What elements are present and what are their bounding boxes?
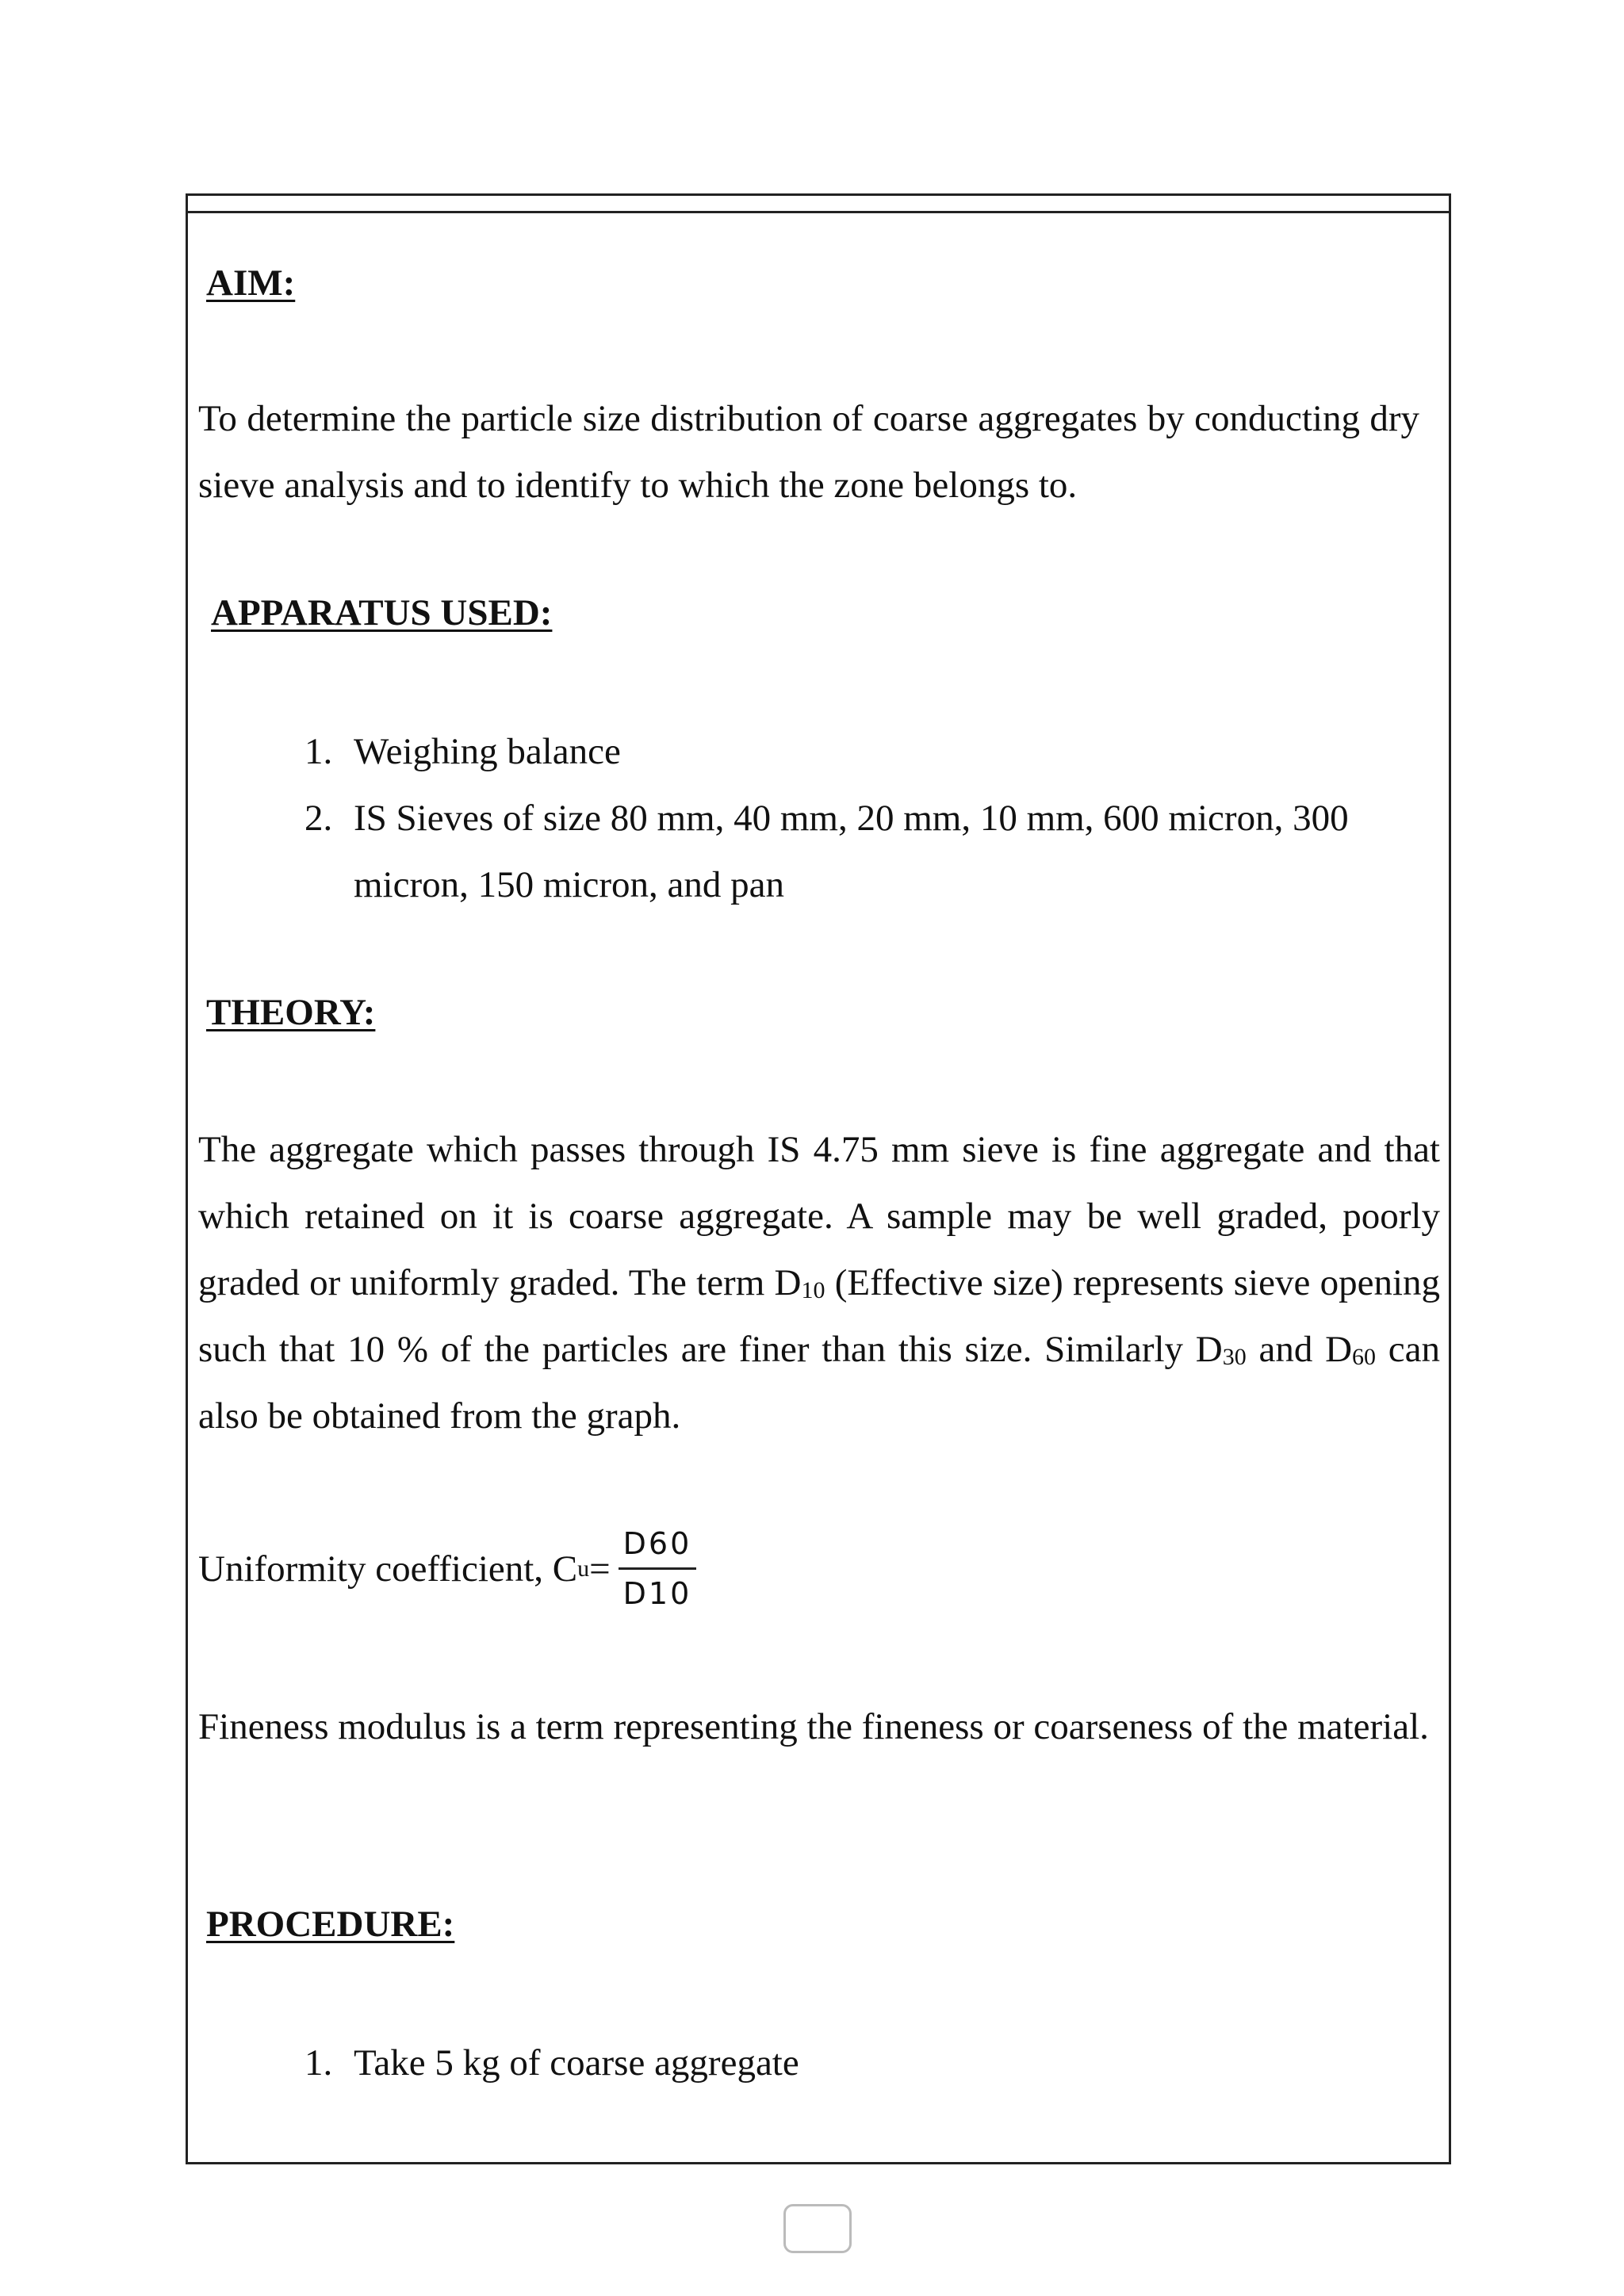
list-item-text: IS Sieves of size 80 mm, 40 mm, 20 mm, 10 mm, 600 micron, 300 micron, 150 micron, and pan bbox=[354, 798, 1349, 905]
list-item-text: Take 5 kg of coarse aggregate bbox=[354, 2042, 799, 2084]
apparatus-list bbox=[304, 718, 1399, 918]
apparatus-heading: APPARATUS USED: bbox=[211, 592, 553, 633]
uniformity-formula: Uniformity coefficient, C u = $\frac{D60}{D10}$ bbox=[198, 1526, 696, 1611]
theory-text-part: can also be obtained from the graph. bbox=[198, 1329, 1440, 1437]
subscript-10: 10 bbox=[801, 1277, 825, 1303]
list-number: 1. bbox=[304, 2042, 333, 2084]
fraction-denominator: D10 bbox=[622, 1576, 692, 1611]
aim-heading: AIM: bbox=[206, 262, 296, 304]
aim-text: To determine the particle size distribution of coarse aggregates by conducting dry sieve analysis and to identify to which the zone belongs to. bbox=[198, 398, 1419, 506]
procedure-heading: PROCEDURE: bbox=[206, 1904, 455, 1945]
formula-label: Uniformity coefficient, C bbox=[198, 1548, 578, 1590]
page-number-box bbox=[783, 2204, 852, 2253]
list-item-text: Weighing balance bbox=[354, 731, 621, 772]
formula-equals: = bbox=[589, 1548, 611, 1590]
procedure-list bbox=[304, 2030, 1399, 2096]
theory-text-part: and D bbox=[1246, 1329, 1353, 1370]
fraction-numerator: D60 bbox=[619, 1526, 697, 1570]
theory-text bbox=[198, 1116, 1440, 1449]
subscript-30: 30 bbox=[1222, 1344, 1247, 1370]
theory-text-part: The aggregate which passes through IS 4.75 mm sieve is fine aggregate and that which retained on it is coarse aggregate. A sample may be well graded, poorly graded or uniformly graded. The term D bbox=[198, 1129, 1440, 1303]
fineness-text: Fineness modulus is a term representing the fineness or coarseness of the material. bbox=[198, 1706, 1429, 1747]
subscript-60: 60 bbox=[1352, 1344, 1377, 1370]
formula-fraction bbox=[619, 1526, 697, 1611]
list-item bbox=[304, 2030, 1399, 2096]
frame-header-line bbox=[186, 211, 1451, 213]
theory-heading: THEORY: bbox=[206, 992, 376, 1033]
list-item bbox=[304, 785, 1399, 918]
list-item bbox=[304, 718, 1399, 785]
list-number: 2. bbox=[304, 798, 333, 839]
theory-text-part: (Effective size) represents sieve opening such that 10 % of the particles are finer than this size. Similarly D bbox=[198, 1262, 1441, 1370]
list-number: 1. bbox=[304, 731, 333, 772]
